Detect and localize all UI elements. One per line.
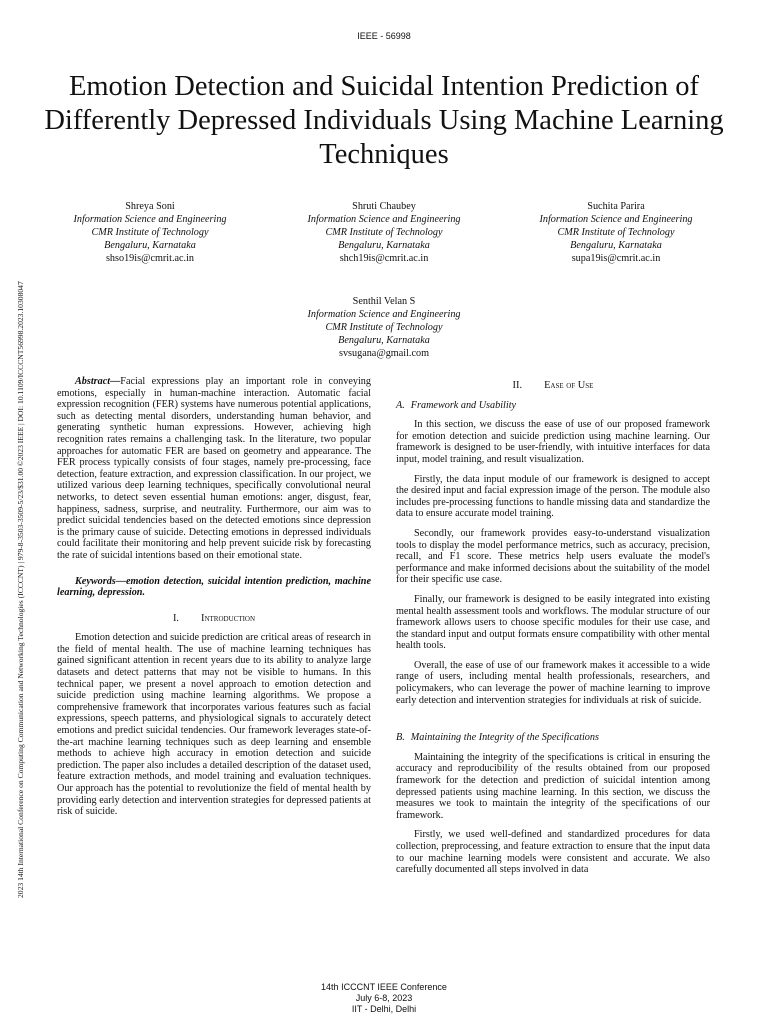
side-copyright-strip — [16, 118, 28, 898]
author-email: shch19is@cmrit.ac.in — [339, 253, 429, 264]
author-name: Suchita Parira — [587, 201, 645, 212]
author-name: Senthil Velan S — [352, 296, 416, 307]
paragraph: Firstly, we used well-defined and standardized procedures for data collection, preprocessing, and feature extraction to ensure that the input data to our machine learning models were consistent and accurate. We also carefully documented all steps involved in data — [396, 829, 710, 876]
author-email: svsugana@gmail.com — [338, 348, 430, 359]
author-name: Shreya Soni — [125, 201, 175, 212]
section-name: Ease of Use — [544, 380, 594, 391]
section-heading-introduction — [57, 613, 371, 625]
subsection-letter: B. — [396, 732, 405, 744]
author-inst: CMR Institute of Technology — [91, 227, 209, 238]
section-name: Introduction — [201, 612, 256, 624]
author-inst: CMR Institute of Technology — [325, 322, 443, 333]
author-dept: Information Science and Engineering — [73, 214, 227, 225]
paragraph: In this section, we discuss the ease of use of our proposed framework for emotion detection and suicide prediction using machine learning. Our framework is designed to be user-friendly, with intuitive interfaces for data input, model training, and result visualization. — [396, 419, 710, 465]
author-city: Bengaluru, Karnataka — [338, 240, 430, 251]
author-inst: CMR Institute of Technology — [325, 227, 443, 238]
author-city: Bengaluru, Karnataka — [570, 240, 662, 251]
abstract — [57, 376, 371, 562]
introduction-paragraph: Emotion detection and suicide prediction are critical areas of research in the field of mental health. The use of machine learning techniques has gained significant attention in recent years due to its ability to analyze large datasets and detect patterns that may not be visible to humans. In this technical paper, we present a novel approach to emotion detection and suicide prediction using machine learning algorithms. We propose a comprehensive framework that incorporates various features such as facial expressions, speech patterns, and physiological signals to accurately detect emotions and predict suicidal tendencies. Our framework leverages state-of-the-art machine learning techniques such as deep learning and ensemble methods to achieve high accuracy in emotion detection and suicide prediction. The paper also includes a detailed description of the dataset used, feature extraction methods, and model training and evaluation techniques. Our approach has the potential to revolutionize the field of mental health by providing early detection and intervention strategies for depressed patients at risk of suicide. — [57, 632, 371, 818]
paragraph: Overall, the ease of use of our framework makes it accessible to a wide range of users, including mental health professionals, researchers, and policymakers, who can leverage the power of machine learning to improve early detection and intervention strategies for individuals at risk of suicide. — [396, 659, 710, 706]
side-copyright-text: 2023 14th International Conference on Computing Communication and Networking Technologies (ICCCNT) | 979-8-3503-3509-5/23/$31.00 ©2023 IEEE | DOI: 10.1109/ICCCNT56998.2023.10308047 — [16, 281, 25, 898]
author-block-1 — [40, 200, 260, 265]
paragraph: Maintaining the integrity of the specifications is critical in ensuring the accuracy and reproducibility of the results obtained from our proposed framework for the detection and prediction of suicidal intention among depressed patients using machine learning. In this section, we discuss the measures we took to maintain the integrity of the specifications of our framework. — [396, 751, 710, 821]
author-name: Shruti Chaubey — [352, 201, 416, 212]
footer-conference: 14th ICCCNT IEEE Conference — [321, 982, 447, 992]
paragraph: Firstly, the data input module of our framework is designed to accept the desired input and facial expression image of the person. The module also includes pre-processing functions to handle missing data and standardize the data to ensure accurate model training. — [396, 473, 710, 520]
subsection-title: Framework and Usability — [410, 399, 517, 411]
right-column — [396, 376, 710, 884]
subsection-letter: A. — [396, 399, 405, 411]
author-dept: Information Science and Engineering — [307, 214, 461, 225]
author-email: shso19is@cmrit.ac.in — [105, 253, 195, 264]
paragraph: Finally, our framework is designed to be easily integrated into existing mental health assessment tools and workflows. The modular structure of our framework allows users to choose specific modules for their use case, and the standard input and output formats ensure compatibility with other mental health tools. — [396, 593, 710, 652]
footer-location: IIT - Delhi, Delhi — [351, 1004, 417, 1014]
subsection-heading-a — [396, 400, 710, 412]
subsection-title: Maintaining the Integrity of the Specifications — [410, 732, 599, 744]
conference-id: IEEE - 56998 — [357, 31, 411, 41]
section-heading-ease-of-use — [396, 380, 710, 392]
section-number: I. — [172, 612, 180, 624]
author-block-3 — [506, 200, 726, 265]
author-city: Bengaluru, Karnataka — [338, 335, 430, 346]
paragraph: Secondly, our framework provides easy-to-understand visualization tools to display the model performance metrics, such as accuracy, precision, recall, and F1 score. These metrics help users evaluate the model's performance and make informed decisions about the suitability of the model for their specific use case. — [396, 527, 710, 586]
abstract-label: Abstract— — [75, 376, 121, 387]
author-dept: Information Science and Engineering — [539, 214, 693, 225]
author-email: supa19is@cmrit.ac.in — [571, 253, 661, 264]
paper-title: Emotion Detection and Suicidal Intention Prediction of Differently Depressed Individuals Using Machine Learning Techniques — [44, 71, 724, 170]
keywords: Keywords—emotion detection, suicidal intention prediction, machine learning, depression. — [57, 575, 371, 599]
subsection-heading-b — [396, 732, 710, 744]
abstract-text: Facial expressions play an important role in conveying emotions, especially in human-machine interaction. Automatic facial expression recognition (FER) systems have numerous potential applications, such as detecting mental disorders, understanding human behavior, and generating synthetic human expressions. However, achieving high recognition rates remains a challenging task. In the literature, two popular approaches for automatic FER are based on geometry and appearance. The FER process typically consists of four stages, namely pre-processing, face detection, feature extraction, and expression classification. In our project, we utilized various deep learning techniques, specifically convolutional neural networks, to detect seven essential human emotions: anger, disgust, fear, happiness, sadness, surprise, and neutrality. Furthermore, our aim was to predict suicidal tendencies based on the detected emotions since depression is the primary cause of suicide. Detecting emotions in depressed individuals could facilitate their monitoring and help prevent suicide risk by forecasting the rate of suicidal intentions based on their emotional state. — [57, 376, 371, 561]
author-city: Bengaluru, Karnataka — [104, 240, 196, 251]
page-footer — [0, 982, 768, 1015]
author-dept: Information Science and Engineering — [307, 309, 461, 320]
footer-date: July 6-8, 2023 — [355, 993, 413, 1003]
section-number: II. — [512, 380, 523, 391]
author-inst: CMR Institute of Technology — [557, 227, 675, 238]
author-block-2 — [274, 200, 494, 265]
author-block-4 — [274, 295, 494, 360]
left-column — [57, 376, 371, 826]
